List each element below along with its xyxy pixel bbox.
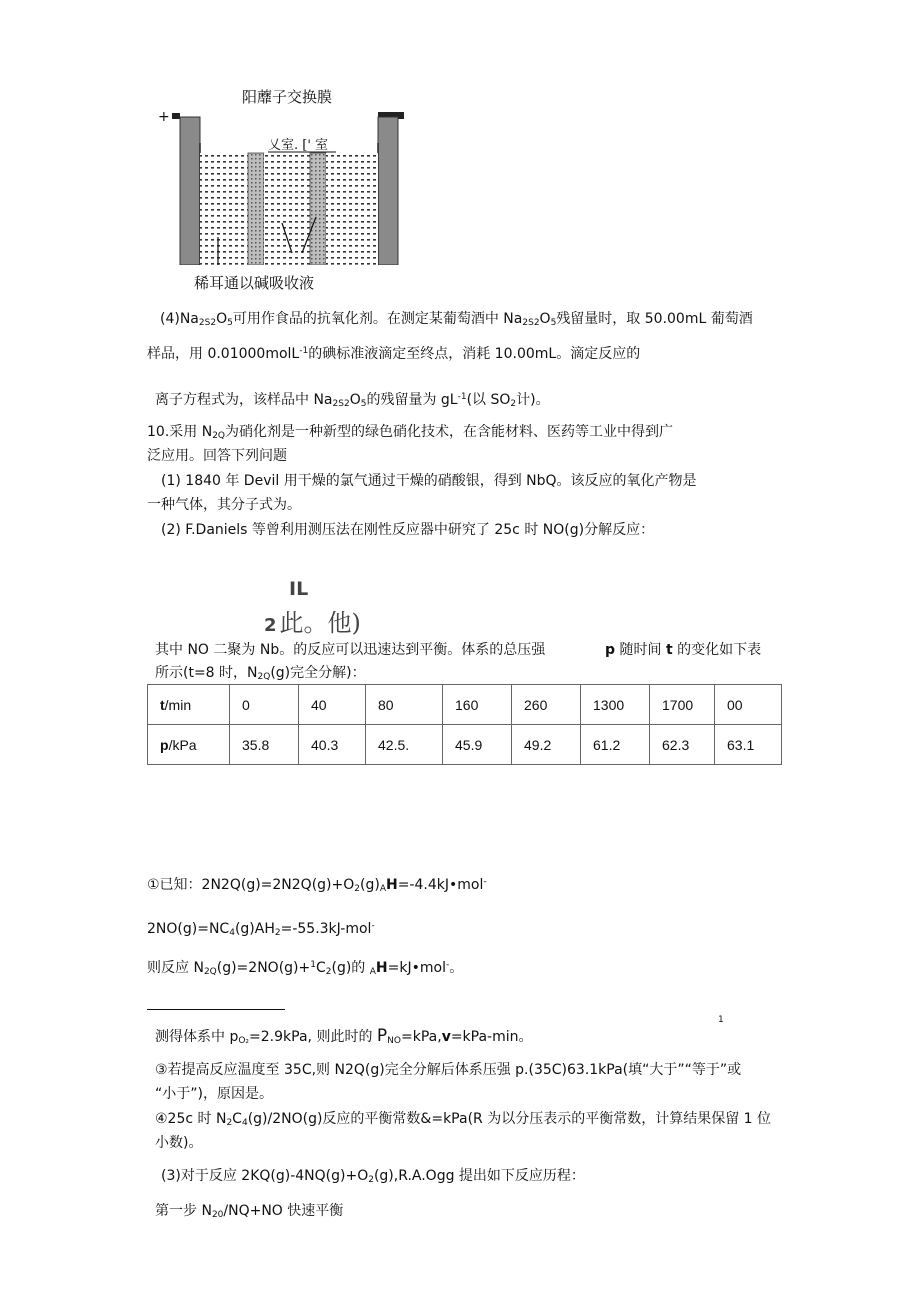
q10-line-1: 10.采用 $N_{2Q}$为硝化剂是一种新型的绿色硝化技术，在含能材料、医药等工业中得到广 bbox=[147, 424, 673, 441]
q10-line-2: 泛应用。回答下列问题 bbox=[147, 448, 287, 464]
left-electrode bbox=[180, 117, 200, 265]
q4-line-3: 离子方程式为，该样品中 $Na_{2S2}O_5$的残留量为 $gL^{-1}$(以 $SO_2$计)。 bbox=[155, 392, 550, 409]
table-header-time: t/min bbox=[148, 685, 230, 725]
q4-line-1: $(4)Na_{2S2}O_5$可用作食品的抗氧化剂。在测定某葡萄酒中 $Na_{2S2}O_5$残留量时，取 50.00mL 葡萄酒 bbox=[160, 311, 753, 328]
table-cell: 0 bbox=[230, 685, 299, 725]
q10-sub2-line-1: (2) F.Daniels 等曾利用测压法在刚性反应器中研究了 25c 时 NO(g)分解反应： bbox=[161, 522, 655, 538]
q10-sub1-line-2: 一种气体，其分子式为。 bbox=[147, 497, 301, 513]
q10-desc-line-1: 其中 NO 二聚为 Nb。的反应可以迅速达到平衡。体系的总压强 bbox=[155, 642, 546, 658]
known-line-3: 则反应 $N_{2Q}(g)=2NO(g)+^1C_2(g)$的 $_A$H=kJ•mol-。 bbox=[147, 960, 464, 977]
table-cell: 35.8 bbox=[230, 725, 299, 765]
known-line-2: $2NO(g)=NC_4(g)AH_2=-55.3kJ-mol^-$ bbox=[147, 921, 375, 938]
table-cell: 40 bbox=[299, 685, 366, 725]
table-cell: 40.3 bbox=[299, 725, 366, 765]
q4-line-2: 样品，用 0.01000molL$^{-1}$的碘标准液滴定至终点，消耗 10.00mL。滴定反应的 bbox=[147, 346, 641, 362]
q2-line-equilibrium: ④25c 时 $N_2C_4(g)/2NO(g)$反应的平衡常数&=kPa(R 为以分压表示的平衡常数，计算结果保留 1 位 bbox=[155, 1111, 772, 1128]
q2-line-decimal: 小数)。 bbox=[155, 1135, 203, 1151]
q3-line-step1: 第一步 $N_{20}/NQ+NO$ 快速平衡 bbox=[155, 1203, 344, 1220]
equation-fragment: 2 此。他) bbox=[264, 609, 361, 637]
table-cell: 160 bbox=[443, 685, 512, 725]
q3-line-1: (3)对于反应 $2KQ(g)-4NQ(g)+O_2(g),R.A.Ogg$ 提出如下反应历程： bbox=[161, 1168, 585, 1185]
q10-sub1-line-1: (1) 1840 年 Devil 用干燥的氯气通过干燥的硝酸银，得到 NbQ。该反应的氧化产物是 bbox=[161, 473, 697, 489]
q10-desc-line-2: 所示(t=8 时，$N_{2Q}(g)$完全分解)： bbox=[155, 665, 366, 682]
pressure-time-table bbox=[147, 684, 782, 765]
q2-line-measure: 测得体系中 $p_{O_2}=2.9kPa$, 则此时的 $P_{NO}=kPa,v=kPa-\min$。 bbox=[155, 1026, 533, 1046]
table-cell: 62.3 bbox=[650, 725, 715, 765]
chamber-label: 乂室. [' 室 bbox=[268, 138, 329, 153]
electrolysis-apparatus-figure bbox=[150, 105, 410, 265]
q10-desc-line-1-tail: p 随时间 t 的变化如下表 bbox=[605, 642, 762, 658]
plus-sign: + bbox=[158, 109, 170, 125]
right-electrode bbox=[378, 117, 398, 265]
electrolyte-middle bbox=[264, 153, 310, 265]
table-cell: 00 bbox=[715, 685, 782, 725]
table-row-time bbox=[148, 685, 782, 725]
electrolyte-left bbox=[200, 153, 248, 265]
table-cell: 1700 bbox=[650, 685, 715, 725]
equation-il: IL bbox=[289, 578, 309, 600]
electrolyte-right bbox=[326, 153, 378, 265]
bottom-label: 稀耳通以碱吸收液 bbox=[194, 274, 315, 292]
membrane-1 bbox=[248, 153, 264, 265]
table-row-pressure bbox=[148, 725, 782, 765]
q2-line-temperature: ③若提高反应温度至 35C,则 N2Q(g)完全分解后体系压强 p.(35C)63.1kPa(填“大于”“等于”或 bbox=[155, 1062, 742, 1078]
membrane-label: 阳蘼子交换膜 bbox=[242, 88, 333, 106]
footnote-mark: 1 bbox=[718, 1015, 724, 1025]
table-cell: 61.2 bbox=[581, 725, 650, 765]
table-cell: 260 bbox=[512, 685, 581, 725]
left-terminal bbox=[172, 113, 180, 119]
table-cell: 45.9 bbox=[443, 725, 512, 765]
table-cell: 1300 bbox=[581, 685, 650, 725]
table-header-pressure: p/kPa bbox=[148, 725, 230, 765]
table-cell: 42.5. bbox=[366, 725, 443, 765]
known-line-1: ①已知：$2N2Q(g)=2N2Q(g)+O_2(g)_AH=-4.4kJ•mol^-$ bbox=[147, 877, 487, 894]
membrane-2 bbox=[310, 153, 326, 265]
table-cell: 63.1 bbox=[715, 725, 782, 765]
table-cell: 80 bbox=[366, 685, 443, 725]
q2-line-reason: “小于”)，原因是。 bbox=[155, 1086, 273, 1102]
footnote-divider bbox=[147, 1009, 285, 1010]
table-cell: 49.2 bbox=[512, 725, 581, 765]
